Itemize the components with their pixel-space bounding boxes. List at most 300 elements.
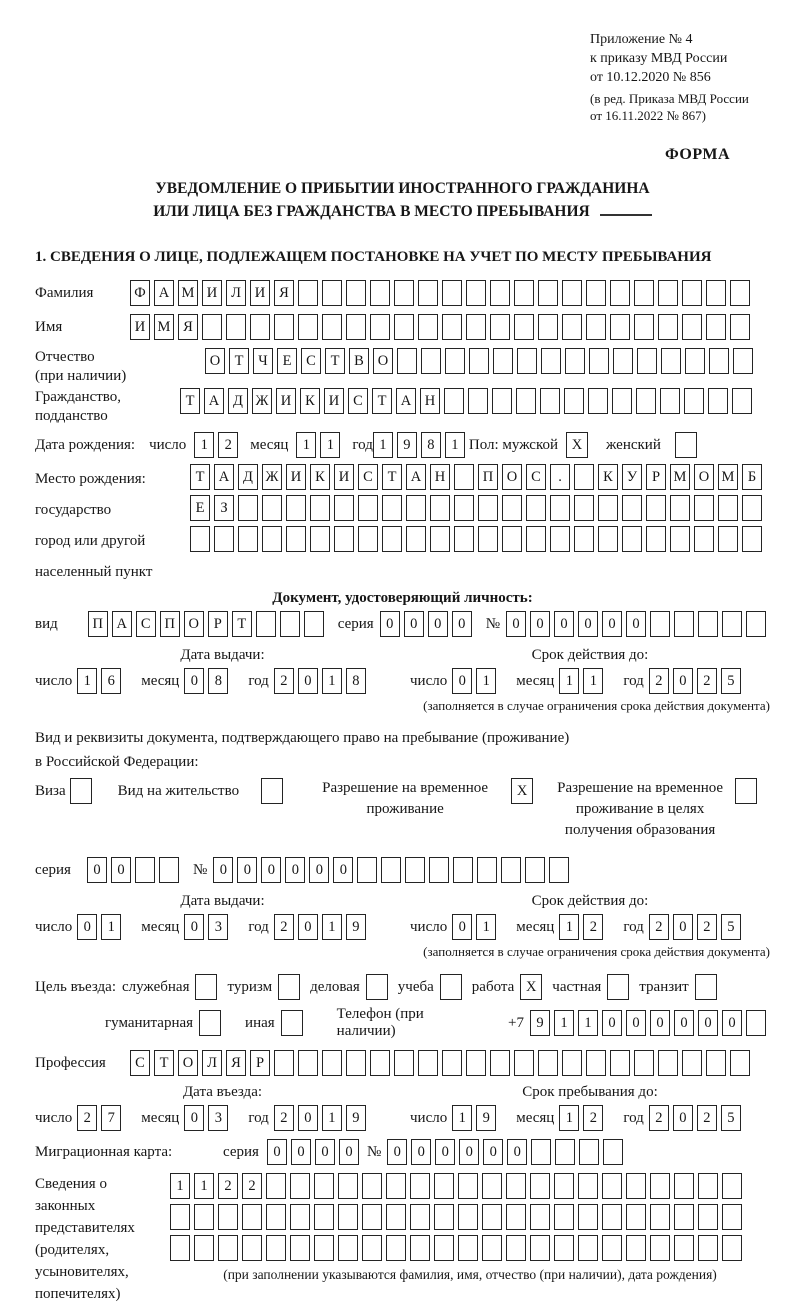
form-cell[interactable] (466, 280, 486, 306)
form-cell[interactable]: 0 (578, 611, 598, 637)
form-cell[interactable] (531, 1139, 551, 1165)
form-cell[interactable]: Ч (253, 348, 273, 374)
form-cell[interactable]: 3 (208, 1105, 228, 1131)
form-cell[interactable]: У (622, 464, 642, 490)
form-cell[interactable] (290, 1204, 310, 1230)
form-cell[interactable] (718, 526, 738, 552)
form-cell[interactable]: 0 (387, 1139, 407, 1165)
form-cell[interactable] (732, 388, 752, 414)
form-cell[interactable]: 5 (721, 914, 741, 940)
form-cell[interactable] (214, 526, 234, 552)
form-cell[interactable] (706, 1050, 726, 1076)
form-cell[interactable] (314, 1204, 334, 1230)
form-cell[interactable]: 0 (602, 611, 622, 637)
form-cell[interactable]: 1 (320, 432, 340, 458)
form-cell[interactable]: Б (742, 464, 762, 490)
form-cell[interactable]: 2 (77, 1105, 97, 1131)
form-cell[interactable] (429, 857, 449, 883)
form-cell[interactable]: 2 (583, 914, 603, 940)
form-cell[interactable] (562, 280, 582, 306)
form-cell[interactable] (502, 495, 522, 521)
form-cell[interactable] (454, 464, 474, 490)
form-cell[interactable] (550, 526, 570, 552)
purpose-study-checkbox[interactable] (440, 974, 462, 1000)
form-cell[interactable]: Ф (130, 280, 150, 306)
form-cell[interactable] (674, 1173, 694, 1199)
form-cell[interactable] (660, 388, 680, 414)
form-cell[interactable] (454, 495, 474, 521)
form-cell[interactable] (362, 1204, 382, 1230)
form-cell[interactable]: Ж (252, 388, 272, 414)
form-cell[interactable] (194, 1235, 214, 1261)
form-cell[interactable]: 9 (346, 914, 366, 940)
form-cell[interactable] (482, 1204, 502, 1230)
form-cell[interactable] (694, 495, 714, 521)
form-cell[interactable] (358, 495, 378, 521)
form-cell[interactable]: 1 (77, 668, 97, 694)
form-cell[interactable] (650, 1235, 670, 1261)
form-cell[interactable]: 0 (285, 857, 305, 883)
form-cell[interactable]: 0 (309, 857, 329, 883)
form-cell[interactable] (405, 857, 425, 883)
form-cell[interactable] (602, 1204, 622, 1230)
form-cell[interactable]: 1 (445, 432, 465, 458)
form-cell[interactable] (170, 1235, 190, 1261)
form-cell[interactable] (482, 1173, 502, 1199)
form-cell[interactable] (586, 314, 606, 340)
form-cell[interactable] (506, 1173, 526, 1199)
purpose-tourism-checkbox[interactable] (278, 974, 300, 1000)
form-cell[interactable]: 0 (554, 611, 574, 637)
form-cell[interactable] (322, 280, 342, 306)
form-cell[interactable] (549, 857, 569, 883)
form-cell[interactable]: К (598, 464, 618, 490)
form-cell[interactable] (610, 314, 630, 340)
form-cell[interactable] (541, 348, 561, 374)
form-cell[interactable]: 0 (673, 914, 693, 940)
form-cell[interactable]: 2 (274, 914, 294, 940)
form-cell[interactable] (517, 348, 537, 374)
form-cell[interactable] (579, 1139, 599, 1165)
form-cell[interactable] (250, 314, 270, 340)
purpose-official-checkbox[interactable] (195, 974, 217, 1000)
form-cell[interactable] (718, 495, 738, 521)
form-cell[interactable]: О (373, 348, 393, 374)
form-cell[interactable]: 1 (559, 914, 579, 940)
form-cell[interactable]: 3 (208, 914, 228, 940)
form-cell[interactable] (280, 611, 300, 637)
form-cell[interactable] (434, 1204, 454, 1230)
form-cell[interactable] (612, 388, 632, 414)
form-cell[interactable] (598, 495, 618, 521)
form-cell[interactable] (626, 1235, 646, 1261)
form-cell[interactable] (708, 388, 728, 414)
form-cell[interactable] (562, 314, 582, 340)
form-cell[interactable] (602, 1235, 622, 1261)
form-cell[interactable]: 2 (649, 668, 669, 694)
form-cell[interactable] (634, 280, 654, 306)
form-cell[interactable] (490, 1050, 510, 1076)
form-cell[interactable]: Т (232, 611, 252, 637)
form-cell[interactable]: 2 (218, 432, 238, 458)
temp-residence-checkbox[interactable]: X (511, 778, 533, 804)
form-cell[interactable] (682, 314, 702, 340)
form-cell[interactable]: 0 (291, 1139, 311, 1165)
form-cell[interactable] (370, 314, 390, 340)
form-cell[interactable] (650, 1173, 670, 1199)
purpose-work-checkbox[interactable]: X (520, 974, 542, 1000)
form-cell[interactable]: 1 (583, 668, 603, 694)
form-cell[interactable]: Т (382, 464, 402, 490)
form-cell[interactable] (698, 1173, 718, 1199)
form-cell[interactable] (670, 495, 690, 521)
form-cell[interactable] (357, 857, 377, 883)
form-cell[interactable] (661, 348, 681, 374)
form-cell[interactable]: З (214, 495, 234, 521)
form-cell[interactable]: 1 (452, 1105, 472, 1131)
form-cell[interactable]: 5 (721, 668, 741, 694)
form-cell[interactable] (554, 1173, 574, 1199)
form-cell[interactable] (658, 280, 678, 306)
form-cell[interactable]: 2 (242, 1173, 262, 1199)
form-cell[interactable] (564, 388, 584, 414)
form-cell[interactable]: К (300, 388, 320, 414)
form-cell[interactable]: 1 (101, 914, 121, 940)
form-cell[interactable]: Т (229, 348, 249, 374)
form-cell[interactable] (238, 526, 258, 552)
form-cell[interactable] (658, 1050, 678, 1076)
form-cell[interactable]: 0 (452, 914, 472, 940)
form-cell[interactable] (159, 857, 179, 883)
form-cell[interactable]: 0 (404, 611, 424, 637)
form-cell[interactable] (218, 1235, 238, 1261)
form-cell[interactable] (636, 388, 656, 414)
form-cell[interactable]: 1 (559, 1105, 579, 1131)
form-cell[interactable] (362, 1173, 382, 1199)
form-cell[interactable] (538, 314, 558, 340)
form-cell[interactable] (682, 1050, 702, 1076)
form-cell[interactable] (530, 1204, 550, 1230)
form-cell[interactable]: О (178, 1050, 198, 1076)
form-cell[interactable]: 0 (626, 1010, 646, 1036)
form-cell[interactable] (338, 1173, 358, 1199)
form-cell[interactable]: Н (430, 464, 450, 490)
form-cell[interactable] (202, 314, 222, 340)
form-cell[interactable]: Р (646, 464, 666, 490)
visa-checkbox[interactable] (70, 778, 92, 804)
form-cell[interactable] (613, 348, 633, 374)
form-cell[interactable] (394, 280, 414, 306)
form-cell[interactable] (346, 314, 366, 340)
form-cell[interactable]: А (112, 611, 132, 637)
form-cell[interactable] (746, 1010, 766, 1036)
form-cell[interactable] (453, 857, 473, 883)
form-cell[interactable] (506, 1235, 526, 1261)
form-cell[interactable] (218, 1204, 238, 1230)
form-cell[interactable] (685, 348, 705, 374)
form-cell[interactable] (310, 526, 330, 552)
form-cell[interactable]: С (136, 611, 156, 637)
form-cell[interactable] (477, 857, 497, 883)
form-cell[interactable]: 2 (697, 914, 717, 940)
form-cell[interactable]: 0 (298, 914, 318, 940)
form-cell[interactable] (397, 348, 417, 374)
form-cell[interactable]: Ж (262, 464, 282, 490)
form-cell[interactable]: О (694, 464, 714, 490)
form-cell[interactable] (733, 348, 753, 374)
form-cell[interactable] (722, 1204, 742, 1230)
form-cell[interactable] (674, 1204, 694, 1230)
form-cell[interactable]: 1 (194, 432, 214, 458)
form-cell[interactable] (514, 1050, 534, 1076)
form-cell[interactable]: И (276, 388, 296, 414)
form-cell[interactable] (445, 348, 465, 374)
form-cell[interactable] (578, 1173, 598, 1199)
form-cell[interactable] (722, 1173, 742, 1199)
form-cell[interactable]: Я (274, 280, 294, 306)
form-cell[interactable]: Р (250, 1050, 270, 1076)
form-cell[interactable] (526, 526, 546, 552)
male-checkbox[interactable]: X (566, 432, 588, 458)
form-cell[interactable]: О (502, 464, 522, 490)
form-cell[interactable] (492, 388, 512, 414)
form-cell[interactable] (190, 526, 210, 552)
form-cell[interactable] (410, 1204, 430, 1230)
form-cell[interactable]: К (310, 464, 330, 490)
form-cell[interactable]: 1 (322, 1105, 342, 1131)
purpose-transit-checkbox[interactable] (695, 974, 717, 1000)
form-cell[interactable] (226, 314, 246, 340)
form-cell[interactable] (674, 1235, 694, 1261)
form-cell[interactable] (314, 1173, 334, 1199)
form-cell[interactable] (650, 611, 670, 637)
form-cell[interactable]: 0 (459, 1139, 479, 1165)
form-cell[interactable] (562, 1050, 582, 1076)
form-cell[interactable]: И (130, 314, 150, 340)
form-cell[interactable]: С (130, 1050, 150, 1076)
form-cell[interactable] (444, 388, 464, 414)
form-cell[interactable]: 2 (697, 1105, 717, 1131)
form-cell[interactable] (709, 348, 729, 374)
form-cell[interactable] (346, 280, 366, 306)
form-cell[interactable]: 0 (452, 668, 472, 694)
form-cell[interactable] (637, 348, 657, 374)
form-cell[interactable]: 2 (274, 1105, 294, 1131)
form-cell[interactable] (290, 1235, 310, 1261)
form-cell[interactable]: 0 (530, 611, 550, 637)
form-cell[interactable] (304, 611, 324, 637)
form-cell[interactable]: 0 (298, 668, 318, 694)
form-cell[interactable] (684, 388, 704, 414)
form-cell[interactable]: А (214, 464, 234, 490)
form-cell[interactable] (670, 526, 690, 552)
form-cell[interactable] (430, 526, 450, 552)
form-cell[interactable] (530, 1173, 550, 1199)
form-cell[interactable] (574, 495, 594, 521)
form-cell[interactable]: А (406, 464, 426, 490)
form-cell[interactable] (410, 1235, 430, 1261)
form-cell[interactable] (262, 495, 282, 521)
form-cell[interactable]: Т (372, 388, 392, 414)
form-cell[interactable] (682, 280, 702, 306)
form-cell[interactable] (514, 314, 534, 340)
form-cell[interactable] (501, 857, 521, 883)
form-cell[interactable] (386, 1204, 406, 1230)
form-cell[interactable] (322, 314, 342, 340)
form-cell[interactable] (394, 314, 414, 340)
form-cell[interactable]: 0 (506, 611, 526, 637)
form-cell[interactable]: 1 (578, 1010, 598, 1036)
form-cell[interactable] (530, 1235, 550, 1261)
form-cell[interactable]: И (334, 464, 354, 490)
purpose-other-checkbox[interactable] (281, 1010, 303, 1036)
form-cell[interactable] (698, 1204, 718, 1230)
form-cell[interactable]: И (250, 280, 270, 306)
form-cell[interactable]: М (178, 280, 198, 306)
form-cell[interactable] (626, 1173, 646, 1199)
form-cell[interactable]: 2 (649, 1105, 669, 1131)
form-cell[interactable]: 0 (298, 1105, 318, 1131)
form-cell[interactable]: 1 (476, 914, 496, 940)
form-cell[interactable]: 1 (322, 668, 342, 694)
form-cell[interactable]: 8 (346, 668, 366, 694)
form-cell[interactable] (742, 526, 762, 552)
form-cell[interactable]: 0 (77, 914, 97, 940)
form-cell[interactable]: 2 (218, 1173, 238, 1199)
form-cell[interactable] (525, 857, 545, 883)
form-cell[interactable]: 0 (261, 857, 281, 883)
form-cell[interactable] (574, 526, 594, 552)
form-cell[interactable]: 1 (296, 432, 316, 458)
form-cell[interactable]: П (88, 611, 108, 637)
form-cell[interactable] (290, 1173, 310, 1199)
form-cell[interactable]: Т (325, 348, 345, 374)
form-cell[interactable] (493, 348, 513, 374)
form-cell[interactable] (574, 464, 594, 490)
form-cell[interactable]: 0 (267, 1139, 287, 1165)
form-cell[interactable]: 8 (208, 668, 228, 694)
form-cell[interactable] (238, 495, 258, 521)
form-cell[interactable]: 0 (184, 1105, 204, 1131)
form-cell[interactable] (358, 526, 378, 552)
form-cell[interactable] (381, 857, 401, 883)
form-cell[interactable]: 0 (411, 1139, 431, 1165)
form-cell[interactable] (706, 314, 726, 340)
form-cell[interactable]: 0 (380, 611, 400, 637)
form-cell[interactable]: О (184, 611, 204, 637)
form-cell[interactable]: М (718, 464, 738, 490)
form-cell[interactable] (346, 1050, 366, 1076)
form-cell[interactable]: . (550, 464, 570, 490)
form-cell[interactable]: А (204, 388, 224, 414)
form-cell[interactable] (598, 526, 618, 552)
form-cell[interactable]: 9 (346, 1105, 366, 1131)
form-cell[interactable]: С (526, 464, 546, 490)
form-cell[interactable]: О (205, 348, 225, 374)
form-cell[interactable]: 0 (602, 1010, 622, 1036)
form-cell[interactable] (730, 1050, 750, 1076)
temp-residence-education-checkbox[interactable] (735, 778, 757, 804)
form-cell[interactable]: Д (228, 388, 248, 414)
form-cell[interactable]: А (154, 280, 174, 306)
form-cell[interactable] (634, 314, 654, 340)
form-cell[interactable] (490, 280, 510, 306)
form-cell[interactable] (589, 348, 609, 374)
form-cell[interactable] (646, 495, 666, 521)
form-cell[interactable]: 0 (333, 857, 353, 883)
form-cell[interactable]: 0 (507, 1139, 527, 1165)
form-cell[interactable] (730, 280, 750, 306)
form-cell[interactable] (538, 280, 558, 306)
form-cell[interactable] (418, 314, 438, 340)
form-cell[interactable] (478, 526, 498, 552)
form-cell[interactable] (386, 1235, 406, 1261)
form-cell[interactable] (406, 495, 426, 521)
form-cell[interactable] (514, 280, 534, 306)
form-cell[interactable]: 9 (397, 432, 417, 458)
form-cell[interactable]: 0 (184, 668, 204, 694)
form-cell[interactable]: 0 (650, 1010, 670, 1036)
form-cell[interactable] (722, 1235, 742, 1261)
form-cell[interactable] (410, 1173, 430, 1199)
form-cell[interactable]: 1 (559, 668, 579, 694)
form-cell[interactable]: 5 (721, 1105, 741, 1131)
form-cell[interactable] (442, 280, 462, 306)
form-cell[interactable]: И (202, 280, 222, 306)
form-cell[interactable]: Р (208, 611, 228, 637)
form-cell[interactable] (674, 611, 694, 637)
form-cell[interactable] (454, 526, 474, 552)
form-cell[interactable] (554, 1235, 574, 1261)
form-cell[interactable]: Т (154, 1050, 174, 1076)
form-cell[interactable]: М (154, 314, 174, 340)
form-cell[interactable]: П (478, 464, 498, 490)
form-cell[interactable] (266, 1235, 286, 1261)
form-cell[interactable] (586, 280, 606, 306)
form-cell[interactable] (298, 314, 318, 340)
form-cell[interactable]: Н (420, 388, 440, 414)
form-cell[interactable] (540, 388, 560, 414)
form-cell[interactable]: 1 (170, 1173, 190, 1199)
form-cell[interactable] (430, 495, 450, 521)
form-cell[interactable] (382, 495, 402, 521)
form-cell[interactable]: 0 (483, 1139, 503, 1165)
form-cell[interactable]: Т (190, 464, 210, 490)
form-cell[interactable] (242, 1235, 262, 1261)
form-cell[interactable] (650, 1204, 670, 1230)
form-cell[interactable]: 0 (428, 611, 448, 637)
form-cell[interactable] (602, 1173, 622, 1199)
form-cell[interactable]: 0 (673, 1105, 693, 1131)
form-cell[interactable]: 1 (554, 1010, 574, 1036)
form-cell[interactable] (578, 1204, 598, 1230)
form-cell[interactable] (506, 1204, 526, 1230)
form-cell[interactable] (626, 1204, 646, 1230)
form-cell[interactable] (526, 495, 546, 521)
form-cell[interactable] (170, 1204, 190, 1230)
form-cell[interactable]: 0 (315, 1139, 335, 1165)
form-cell[interactable] (746, 611, 766, 637)
form-cell[interactable] (458, 1235, 478, 1261)
form-cell[interactable]: 0 (213, 857, 233, 883)
form-cell[interactable] (286, 495, 306, 521)
form-cell[interactable]: 2 (274, 668, 294, 694)
form-cell[interactable] (370, 1050, 390, 1076)
form-cell[interactable] (469, 348, 489, 374)
form-cell[interactable]: И (324, 388, 344, 414)
form-cell[interactable] (478, 495, 498, 521)
form-cell[interactable]: Д (238, 464, 258, 490)
